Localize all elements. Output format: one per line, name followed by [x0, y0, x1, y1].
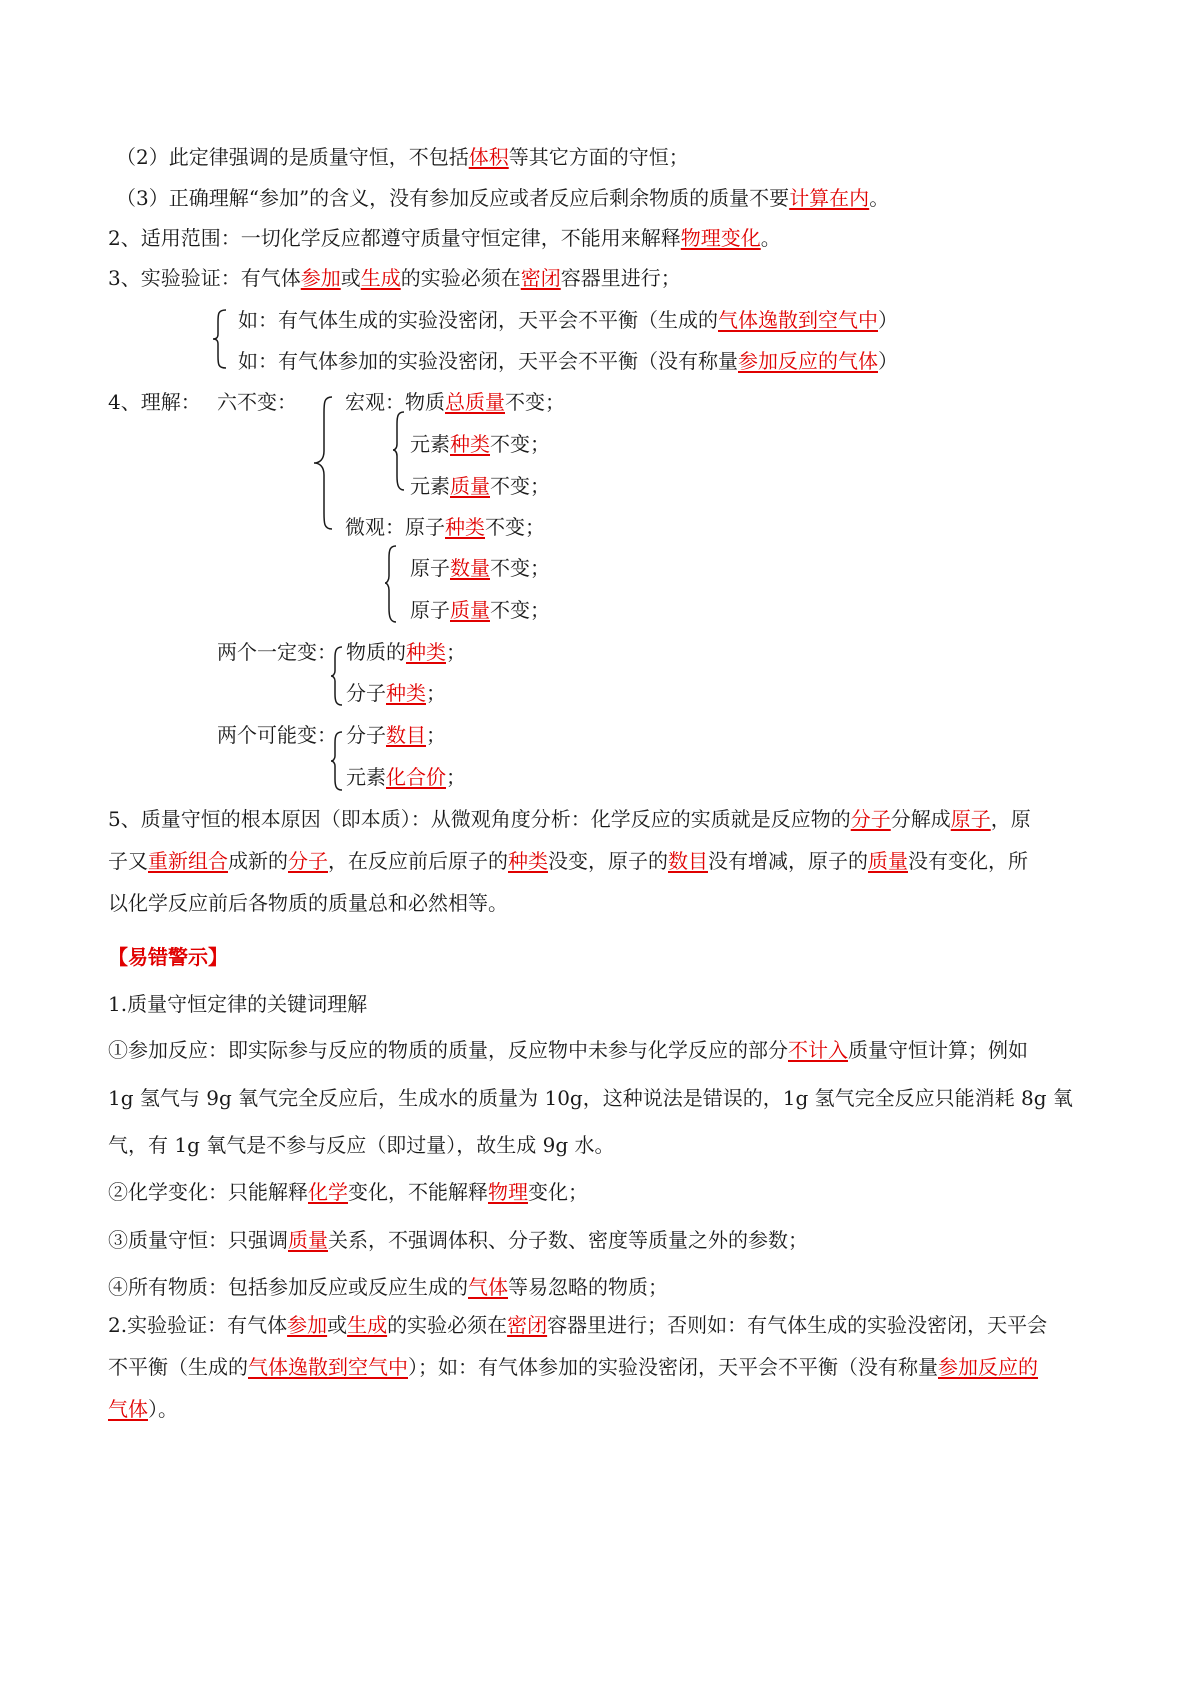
law-note-2 — [116, 143, 689, 171]
verify-case-2 — [238, 347, 898, 375]
text: 或 — [327, 1313, 348, 1337]
key-term: 物理变化 — [680, 226, 761, 250]
macro-item-3 — [410, 472, 550, 500]
text: 宏观：物质 — [345, 390, 445, 414]
six-unchanged-label: 六不变： — [217, 390, 297, 414]
text: 元素 — [410, 474, 450, 498]
text: 等其它方面的守恒； — [508, 145, 689, 169]
text: ，原 — [990, 807, 1031, 831]
text: 3、实验验证：有气体 — [108, 266, 301, 290]
warning-item-1 — [108, 1036, 1028, 1064]
must-item-2 — [346, 679, 446, 707]
text: 原子 — [410, 598, 450, 622]
key-term: 种类 — [450, 432, 490, 456]
warning-item-3 — [108, 1226, 808, 1254]
verify-brace — [212, 308, 228, 370]
text: 微观：原子 — [345, 515, 445, 539]
text: 元素 — [346, 765, 386, 789]
text: 不平衡（生成的 — [108, 1355, 248, 1379]
key-term: 气体逸散到空气中 — [718, 308, 878, 332]
essence-line-3: 以化学反应前后各物质的质量总和必然相等。 — [108, 891, 508, 915]
warning-item-1-end: 气，有 1g 氧气是不参与反应（即过量），故生成 9g 水。 — [108, 1133, 615, 1157]
text: 物质的 — [346, 640, 406, 664]
text: ； — [426, 681, 446, 705]
text: 不变； — [505, 390, 565, 414]
key-term: 气体逸散到空气中 — [248, 1355, 408, 1379]
text: ④所有物质：包括参加反应或反应生成的 — [108, 1275, 468, 1299]
key-term: 气体 — [108, 1397, 148, 1421]
text: 如：有气体参加的实验没密闭，天平会不平衡（没有称量 — [238, 349, 738, 373]
text: 如：有气体生成的实验没密闭，天平会不平衡（生成的 — [238, 308, 718, 332]
key-term: 生成 — [347, 1313, 388, 1337]
text: 分子 — [346, 681, 386, 705]
key-term: 质量 — [450, 598, 490, 622]
text: 。 — [869, 186, 890, 210]
text: （3）正确理解“参加”的含义，没有参加反应或者反应后剩余物质的质量不要 — [116, 186, 790, 210]
six-unchanged-brace — [312, 395, 334, 531]
key-term: 参加反应的 — [938, 1355, 1038, 1379]
text: 分子 — [346, 723, 386, 747]
macro-brace — [392, 410, 406, 492]
may-item-1 — [346, 721, 446, 749]
text: 2、适用范围：一切化学反应都遵守质量守恒定律，不能用来解释 — [108, 226, 681, 250]
text: ） — [878, 349, 898, 373]
text: 不变； — [485, 515, 545, 539]
text: ； — [446, 765, 466, 789]
text: 不变； — [490, 598, 550, 622]
warning-verify-2 — [108, 1353, 1038, 1381]
essence-line-2 — [108, 847, 1028, 875]
key-term: 种类 — [386, 681, 426, 705]
key-term: 参加 — [287, 1313, 328, 1337]
warning-title: 【易错警示】 — [108, 945, 228, 969]
key-term: 生成 — [360, 266, 401, 290]
text: 。 — [760, 226, 781, 250]
text: 成新的 — [228, 849, 288, 873]
key-term: 种类 — [406, 640, 446, 664]
key-term: 密闭 — [520, 266, 561, 290]
micro-line — [345, 513, 545, 541]
text: 不变； — [490, 556, 550, 580]
warning-item-2 — [108, 1178, 588, 1206]
text: ） — [878, 308, 898, 332]
two-may-change-label: 两个可能变： — [217, 723, 337, 747]
text: 不变； — [490, 474, 550, 498]
text: 变化； — [528, 1180, 588, 1204]
key-term: 体积 — [468, 145, 509, 169]
key-term: 密闭 — [507, 1313, 548, 1337]
key-term: 质量 — [450, 474, 490, 498]
text: 的实验必须在 — [400, 266, 521, 290]
warning-item-1-cont: 1g 氢气与 9g 氧气完全反应后，生成水的质量为 10g，这种说法是错误的，1g 氢气完全反应只能消耗 8g 氧 — [108, 1086, 1073, 1110]
text: 不变； — [490, 432, 550, 456]
key-term: 分子 — [288, 849, 328, 873]
text: 子又 — [108, 849, 148, 873]
text: 容器里进行； — [560, 266, 681, 290]
text: 的实验必须在 — [387, 1313, 508, 1337]
warning-heading-1: 1.质量守恒定律的关键词理解 — [108, 992, 368, 1016]
key-term: 数目 — [386, 723, 426, 747]
two-may-brace — [330, 730, 344, 792]
key-term: 不计入 — [788, 1038, 848, 1062]
key-term: 数量 — [450, 556, 490, 580]
understand-head: 4、理解： — [108, 390, 201, 414]
text: 没有变化，所 — [908, 849, 1028, 873]
key-term: 原子 — [950, 807, 991, 831]
law-note-3 — [116, 184, 889, 212]
text: 关系，不强调体积、分子数、密度等质量之外的参数； — [328, 1228, 808, 1252]
text: ②化学变化：只能解释 — [108, 1180, 308, 1204]
macro-line — [345, 388, 565, 416]
key-term: 气体 — [468, 1275, 508, 1299]
macro-item-2 — [410, 430, 550, 458]
text: 2.实验验证：有气体 — [108, 1313, 288, 1337]
key-term: 种类 — [445, 515, 485, 539]
key-term: 数目 — [668, 849, 708, 873]
text: 元素 — [410, 432, 450, 456]
two-must-change-label: 两个一定变： — [217, 640, 337, 664]
text: ； — [446, 640, 466, 664]
text: 5、质量守恒的根本原因（即本质）：从微观角度分析：化学反应的实质就是反应物的 — [108, 807, 851, 831]
micro-item-2 — [410, 554, 550, 582]
warning-verify-1 — [108, 1311, 1047, 1339]
text: ①参加反应：即实际参与反应的物质的质量，反应物中未参与化学反应的部分 — [108, 1038, 788, 1062]
may-item-2 — [346, 763, 466, 791]
two-must-brace — [330, 645, 344, 707]
key-term: 总质量 — [445, 390, 505, 414]
key-term: 参加 — [300, 266, 341, 290]
verify-case-1 — [238, 306, 898, 334]
text: ）。 — [148, 1397, 178, 1421]
text: ③质量守恒：只强调 — [108, 1228, 288, 1252]
essence-line-1 — [108, 805, 1031, 833]
verify-line — [108, 264, 681, 292]
text: ，在反应前后原子的 — [328, 849, 508, 873]
text: 没有增减，原子的 — [708, 849, 868, 873]
text: 等易忽略的物质； — [508, 1275, 668, 1299]
text: 分解成 — [890, 807, 951, 831]
key-term: 分子 — [850, 807, 891, 831]
warning-item-4 — [108, 1273, 668, 1301]
text: 容器里进行；否则如：有气体生成的实验没密闭，天平会 — [547, 1313, 1048, 1337]
text: 没变，原子的 — [548, 849, 668, 873]
text: 变化，不能解释 — [348, 1180, 488, 1204]
key-term: 质量 — [868, 849, 908, 873]
micro-item-3 — [410, 596, 550, 624]
key-term: 计算在内 — [789, 186, 870, 210]
text: ； — [426, 723, 446, 747]
scope-line — [108, 224, 781, 252]
key-term: 重新组合 — [148, 849, 228, 873]
key-term: 化合价 — [386, 765, 446, 789]
text: 原子 — [410, 556, 450, 580]
key-term: 化学 — [308, 1180, 348, 1204]
key-term: 种类 — [508, 849, 548, 873]
key-term: 物理 — [488, 1180, 528, 1204]
text: ）；如：有气体参加的实验没密闭，天平会不平衡（没有称量 — [408, 1355, 938, 1379]
key-term: 质量 — [288, 1228, 328, 1252]
text: 质量守恒计算；例如 — [848, 1038, 1028, 1062]
warning-verify-3 — [108, 1395, 178, 1423]
text: 或 — [340, 266, 361, 290]
text: （2）此定律强调的是质量守恒，不包括 — [116, 145, 469, 169]
must-item-1 — [346, 638, 466, 666]
micro-brace — [384, 544, 398, 624]
key-term: 参加反应的气体 — [738, 349, 878, 373]
